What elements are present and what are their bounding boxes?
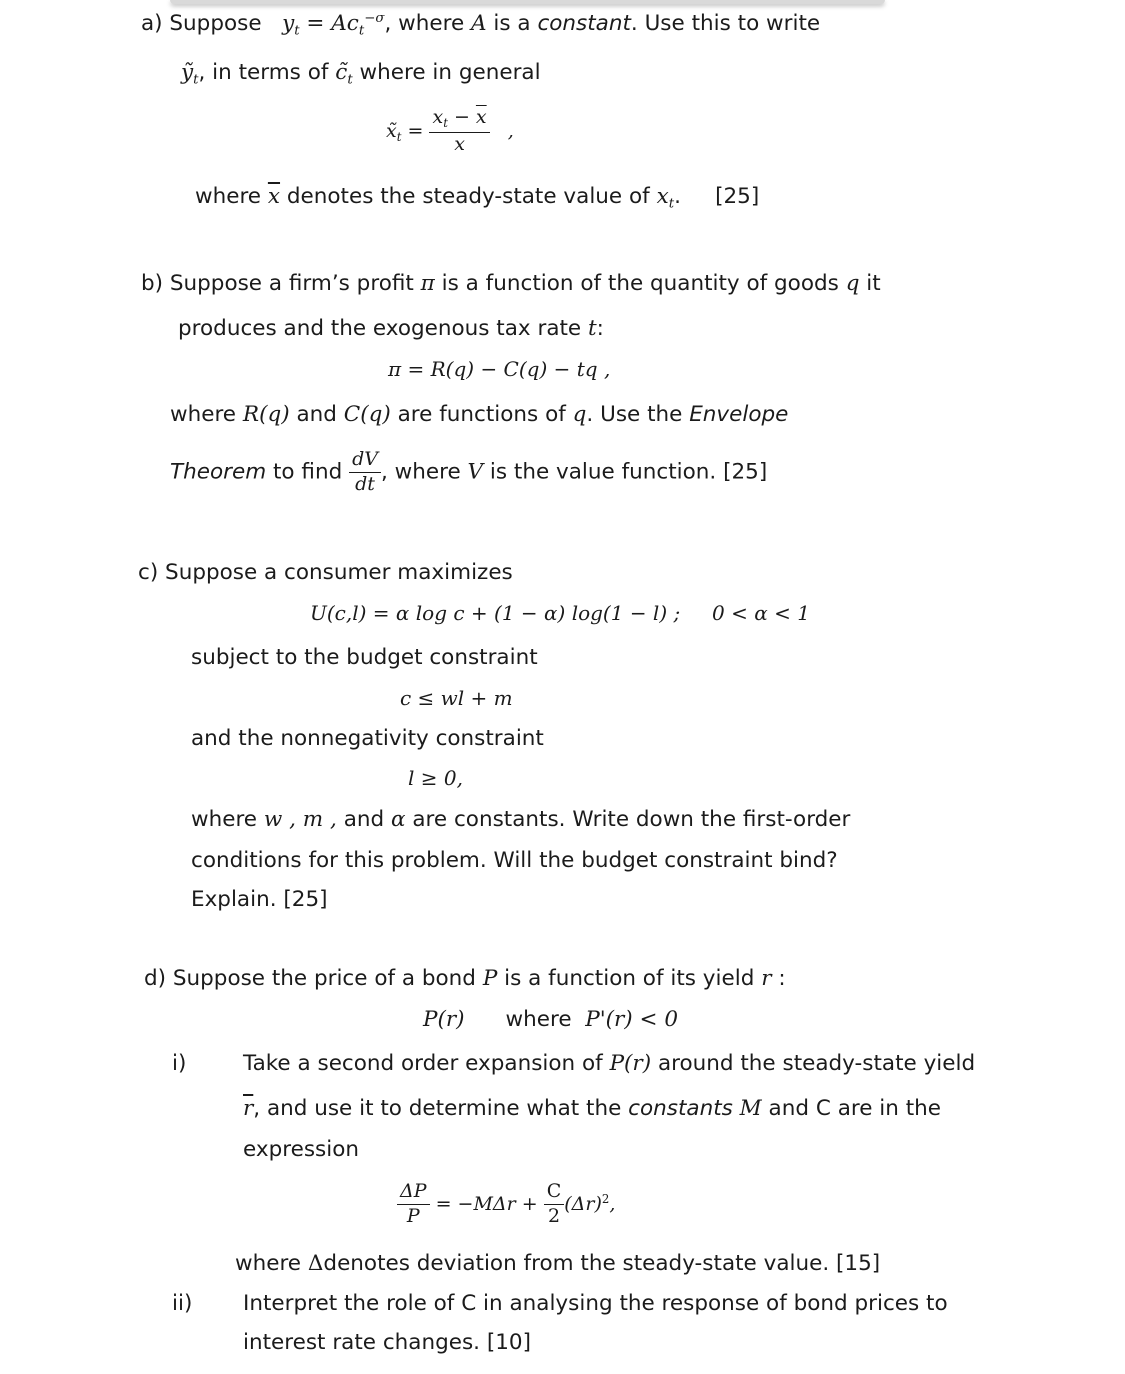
alpha-var: α [391,807,406,832]
part-b-line4 [170,404,788,426]
square-exponent: 2 [601,1191,610,1206]
c-tilde: c̃ [335,60,348,85]
A-var: A [471,10,487,36]
x-bar-inline: $\overline{x}$ [267,184,281,209]
C-var: C [815,1096,831,1121]
P-of-r-2: P(r) [609,1051,652,1076]
to-find-text: to find [273,459,343,485]
definition-fraction [429,107,489,156]
part-b-line1 [141,273,881,295]
t-var: t [588,316,597,341]
sub-ii-line1: Interpret the role of C in analysing the response of bond prices to [243,1291,948,1316]
sub-i-line2 [243,1098,941,1120]
is-function-text: is a function of its yield [504,966,755,991]
x-t-sub: t [443,116,448,131]
minus-M-dr: = −MΔr + [435,1192,538,1215]
use-write-text: . Use this to write [630,10,821,36]
nonneg-constraint: l ≥ 0, [408,766,463,790]
derivative-condition: P'(r) < 0 [585,1007,679,1032]
where-text: where [170,402,237,427]
part-d-label: d) Suppose the price of a bond [144,966,476,991]
x-t-inline-sub: t [668,196,675,212]
C-numerator: C [544,1181,565,1205]
c-sub: t [358,23,365,39]
C-of-q: C(q) [343,402,391,427]
produces-text: produces and the exogenous tax rate [178,316,582,341]
and-text: and [343,807,385,832]
is-a-text: is a [493,10,531,36]
utility-equation [310,603,810,623]
P-of-r: P(r) [423,1007,465,1032]
def-comma: , [507,119,514,142]
determine-text: , and use it to determine what the [253,1096,622,1121]
equals-sign: = [407,119,424,142]
part-b-line2 [178,318,604,340]
where-general-text: where in general [359,60,541,85]
envelope-emph: Envelope [689,402,789,427]
theorem-emph: Theorem [170,459,267,485]
expression-text: expression [243,1137,359,1162]
constants-text: are constants. Write down the first-order [412,807,851,832]
part-c-conditions: conditions for this problem. Will the budget constraint bind? [191,848,838,873]
dt: dt [355,472,375,495]
tilde-x-definition [386,107,514,156]
delta-definition-line [235,1253,880,1275]
sub-i-label: i) [172,1051,187,1076]
deviation-text: denotes deviation from the steady-state value. [15] [323,1251,881,1276]
price-function-line [423,1009,678,1031]
comma-where-text: , where [380,459,461,485]
it-text: it [866,271,881,296]
period: . [674,184,681,209]
sub-i-line1 [243,1053,975,1075]
denotes-text: denotes the steady-state value of [286,184,650,209]
y-tilde-sub: t [193,72,199,88]
value-function-text: is the value function. [25] [489,459,768,485]
part-c-line1: c) Suppose a consumer maximizes [138,560,513,585]
where-text: , where [384,10,465,36]
constants-emph: constants [628,1096,733,1121]
x-tilde: x̃ [386,119,397,142]
sub-ii-label: ii) [172,1291,193,1316]
alpha-range: 0 < α < 1 [712,601,810,625]
where-text-2: where [235,1251,302,1276]
where-text: where [191,807,258,832]
utility-function: U(c,l) = α log c + (1 − α) log(1 − l) ; [310,601,681,625]
x-t: x [432,106,444,128]
are-in-text: are in the [837,1096,942,1121]
w-m-vars: w , m , [263,807,337,832]
M-var: M [739,1096,762,1121]
pi-var: π [420,271,435,296]
part-d-line1 [144,968,786,990]
two-denominator: 2 [547,1204,561,1227]
is-function-text: is a function of the quantity of goods [441,271,839,296]
and-text: and [296,402,337,427]
dV: dV [349,449,381,473]
delta-P: ΔP [397,1181,430,1205]
P-var: P [482,966,498,991]
c-tilde-sub: t [347,72,353,88]
y-tilde: ỹ [181,60,194,85]
in-terms-text: , in terms of [198,60,329,85]
dP-over-P [397,1181,430,1228]
subject-to-text: subject to the budget constraint [191,645,538,670]
part-b-label: b) Suppose a firm’s profit [141,271,414,296]
part-c-line-where [191,809,850,831]
delta-r-paren: (Δr) [564,1192,602,1215]
R-of-q: R(q) [242,402,290,427]
q-var: q [845,271,860,296]
eq-ac: = Ac [299,10,359,36]
C-over-2 [544,1181,565,1228]
delta-symbol: Δ [307,1251,324,1276]
part-c-explain: Explain. [25] [191,887,328,912]
part-b-line5 [170,449,767,496]
minus-sign: − [447,106,476,128]
sigma-exponent: −σ [364,11,385,26]
q-var-2: q [572,402,587,427]
sub-ii-line2: interest rate changes. [10] [243,1330,531,1355]
where-text: where [505,1007,572,1032]
colon: : [778,966,786,991]
V-var: V [467,459,484,485]
r-var: r [761,966,772,991]
bond-price-equation [397,1181,615,1228]
profit-equation: π = R(q) − C(q) − tq , [388,357,611,381]
steady-state-text: around the steady-state yield [657,1051,976,1076]
x-t-inline: x [656,184,669,209]
eq-comma: , [609,1192,616,1215]
x-bar-den: x [454,132,465,155]
part-a-line2 [181,62,541,87]
y-var: y [282,10,295,36]
dV-dt-fraction [349,449,381,496]
part-a-line1 [141,12,820,38]
budget-constraint: c ≤ wl + m [400,686,513,710]
window-top-edge [170,0,885,4]
constant-emph: constant [537,10,631,36]
expansion-text: Take a second order expansion of [243,1051,603,1076]
y-sub: t [294,23,300,39]
P-denominator: P [406,1204,420,1227]
x-bar: $\overline{x}$ [475,106,487,128]
use-the-text: . Use the [586,402,683,427]
r-bar: $\overline{r}$ [243,1096,254,1121]
part-a-marks: [25] [715,184,760,209]
x-tilde-sub: t [396,129,402,144]
where-denotes-text: where [195,184,262,209]
part-a-label: a) Suppose [141,10,262,36]
part-a-line4 [195,186,759,211]
nonneg-text: and the nonnegativity constraint [191,726,544,751]
colon: : [596,316,604,341]
and-text: and [768,1096,809,1121]
are-functions-text: are functions of [397,402,566,427]
